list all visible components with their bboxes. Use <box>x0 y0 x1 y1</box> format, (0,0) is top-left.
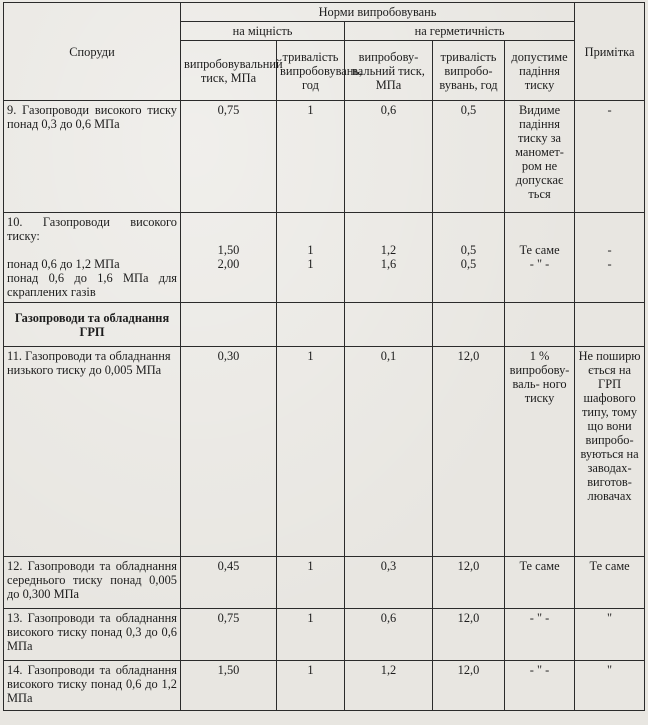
row-13-tightness-pressure: 0,6 <box>345 609 433 661</box>
row-10-note-1: - <box>607 243 612 257</box>
row-10-td-1: 0,5 <box>460 243 477 257</box>
table-row-13 <box>4 609 645 661</box>
header-tightness-duration: тривалість випробо- вувань, год <box>433 41 505 101</box>
header-allowed-drop: допустиме падіння тиску <box>505 41 575 101</box>
row-12-allowed-drop: Те саме <box>505 557 575 609</box>
row-10-allowed-drop <box>505 213 575 303</box>
row-10-drop-1: Те саме <box>519 243 560 257</box>
row-10-sp-1: 1,50 <box>217 243 240 257</box>
spacer <box>184 215 273 243</box>
spacer <box>508 215 571 243</box>
row-10-strength-pressure <box>181 213 277 303</box>
row-14-name: 14. Газопроводи та обладнання високого тиску понад 0,6 до 1,2 МПа <box>4 661 181 711</box>
row-10-sub-2: понад 0,6 до 1,6 МПа для скраплених газів <box>7 271 177 299</box>
table-row-9 <box>4 101 645 213</box>
row-10-sub-1: понад 0,6 до 1,2 МПа <box>7 257 120 271</box>
row-12-strength-duration: 1 <box>277 557 345 609</box>
row-11-name: 11. Газопроводи та обладнання низького тиску до 0,005 МПа <box>4 347 181 557</box>
empty-cell <box>181 303 277 347</box>
row-14-tightness-duration: 12,0 <box>433 661 505 711</box>
row-10-note-2: - <box>607 257 612 271</box>
row-10-name: 10. Газопроводи високого тиску: <box>7 215 177 243</box>
row-11-note: Не поширю ється на ГРП шафового типу, тому що вони випробо- вуються на заводах- виготов- лювачах <box>575 347 645 557</box>
row-9-strength-pressure: 0,75 <box>181 101 277 213</box>
row-11-strength-duration: 1 <box>277 347 345 557</box>
row-10-tp-1: 1,2 <box>380 243 397 257</box>
row-14-note: " <box>575 661 645 711</box>
row-13-strength-duration: 1 <box>277 609 345 661</box>
row-14-strength-pressure: 1,50 <box>181 661 277 711</box>
header-strength: на міцність <box>181 22 345 41</box>
header-row-1 <box>4 3 645 22</box>
spacer <box>7 243 177 257</box>
empty-cell <box>505 303 575 347</box>
row-10-sd-1: 1 <box>307 243 314 257</box>
row-10-drop-2: - " - <box>529 257 550 271</box>
row-9-tightness-pressure: 0,6 <box>345 101 433 213</box>
empty-cell <box>277 303 345 347</box>
row-11-tightness-pressure: 0,1 <box>345 347 433 557</box>
table-row-10 <box>4 213 645 303</box>
table-row-11 <box>4 347 645 557</box>
row-10-tp-2: 1,6 <box>380 257 397 271</box>
row-12-tightness-duration: 12,0 <box>433 557 505 609</box>
spacer <box>280 215 341 243</box>
row-9-strength-duration: 1 <box>277 101 345 213</box>
row-10-tightness-duration <box>433 213 505 303</box>
spacer <box>578 215 641 243</box>
row-13-strength-pressure: 0,75 <box>181 609 277 661</box>
header-strength-duration: тривалість випробовувань, год <box>277 41 345 101</box>
group-title: Газопроводи та обладнання ГРП <box>4 303 181 347</box>
header-note: Примітка <box>575 3 645 101</box>
empty-cell <box>345 303 433 347</box>
row-10-sp-2: 2,00 <box>217 257 240 271</box>
test-norms-table <box>3 2 645 711</box>
row-13-note: " <box>575 609 645 661</box>
row-12-note: Те саме <box>575 557 645 609</box>
row-13-allowed-drop: - " - <box>505 609 575 661</box>
table-row-14 <box>4 661 645 711</box>
row-9-tightness-duration: 0,5 <box>433 101 505 213</box>
header-norms: Норми випробовувань <box>181 3 575 22</box>
row-12-name: 12. Газопроводи та обладнання середнього тиску понад 0,005 до 0,300 МПа <box>4 557 181 609</box>
row-11-tightness-duration: 12,0 <box>433 347 505 557</box>
row-12-tightness-pressure: 0,3 <box>345 557 433 609</box>
row-10-tightness-pressure <box>345 213 433 303</box>
spacer <box>436 215 501 243</box>
empty-cell <box>433 303 505 347</box>
row-9-name: 9. Газопроводи високого тиску понад 0,3 до 0,6 МПа <box>4 101 181 213</box>
header-tightness: на герметичність <box>345 22 575 41</box>
row-14-tightness-pressure: 1,2 <box>345 661 433 711</box>
empty-cell <box>575 303 645 347</box>
row-10-note <box>575 213 645 303</box>
row-10-sd-2: 1 <box>307 257 314 271</box>
row-10-strength-duration <box>277 213 345 303</box>
row-11-allowed-drop: 1 % випробову- валь- ного тиску <box>505 347 575 557</box>
row-14-strength-duration: 1 <box>277 661 345 711</box>
row-10-td-2: 0,5 <box>460 257 477 271</box>
header-tightness-pressure: випробову- вальний тиск, МПа <box>345 41 433 101</box>
row-10-name-cell <box>4 213 181 303</box>
group-row <box>4 303 645 347</box>
header-strength-pressure: випробовувальний тиск, МПа <box>181 41 277 101</box>
row-13-tightness-duration: 12,0 <box>433 609 505 661</box>
row-9-note: - <box>575 101 645 213</box>
row-13-name: 13. Газопроводи та обладнання високого тиску понад 0,3 до 0,6 МПа <box>4 609 181 661</box>
spacer <box>348 215 429 243</box>
header-structures: Споруди <box>4 3 181 101</box>
row-12-strength-pressure: 0,45 <box>181 557 277 609</box>
row-14-allowed-drop: - " - <box>505 661 575 711</box>
table-row-12 <box>4 557 645 609</box>
row-11-strength-pressure: 0,30 <box>181 347 277 557</box>
row-9-allowed-drop: Видиме падіння тиску за маномет- ром не допускає ться <box>505 101 575 213</box>
